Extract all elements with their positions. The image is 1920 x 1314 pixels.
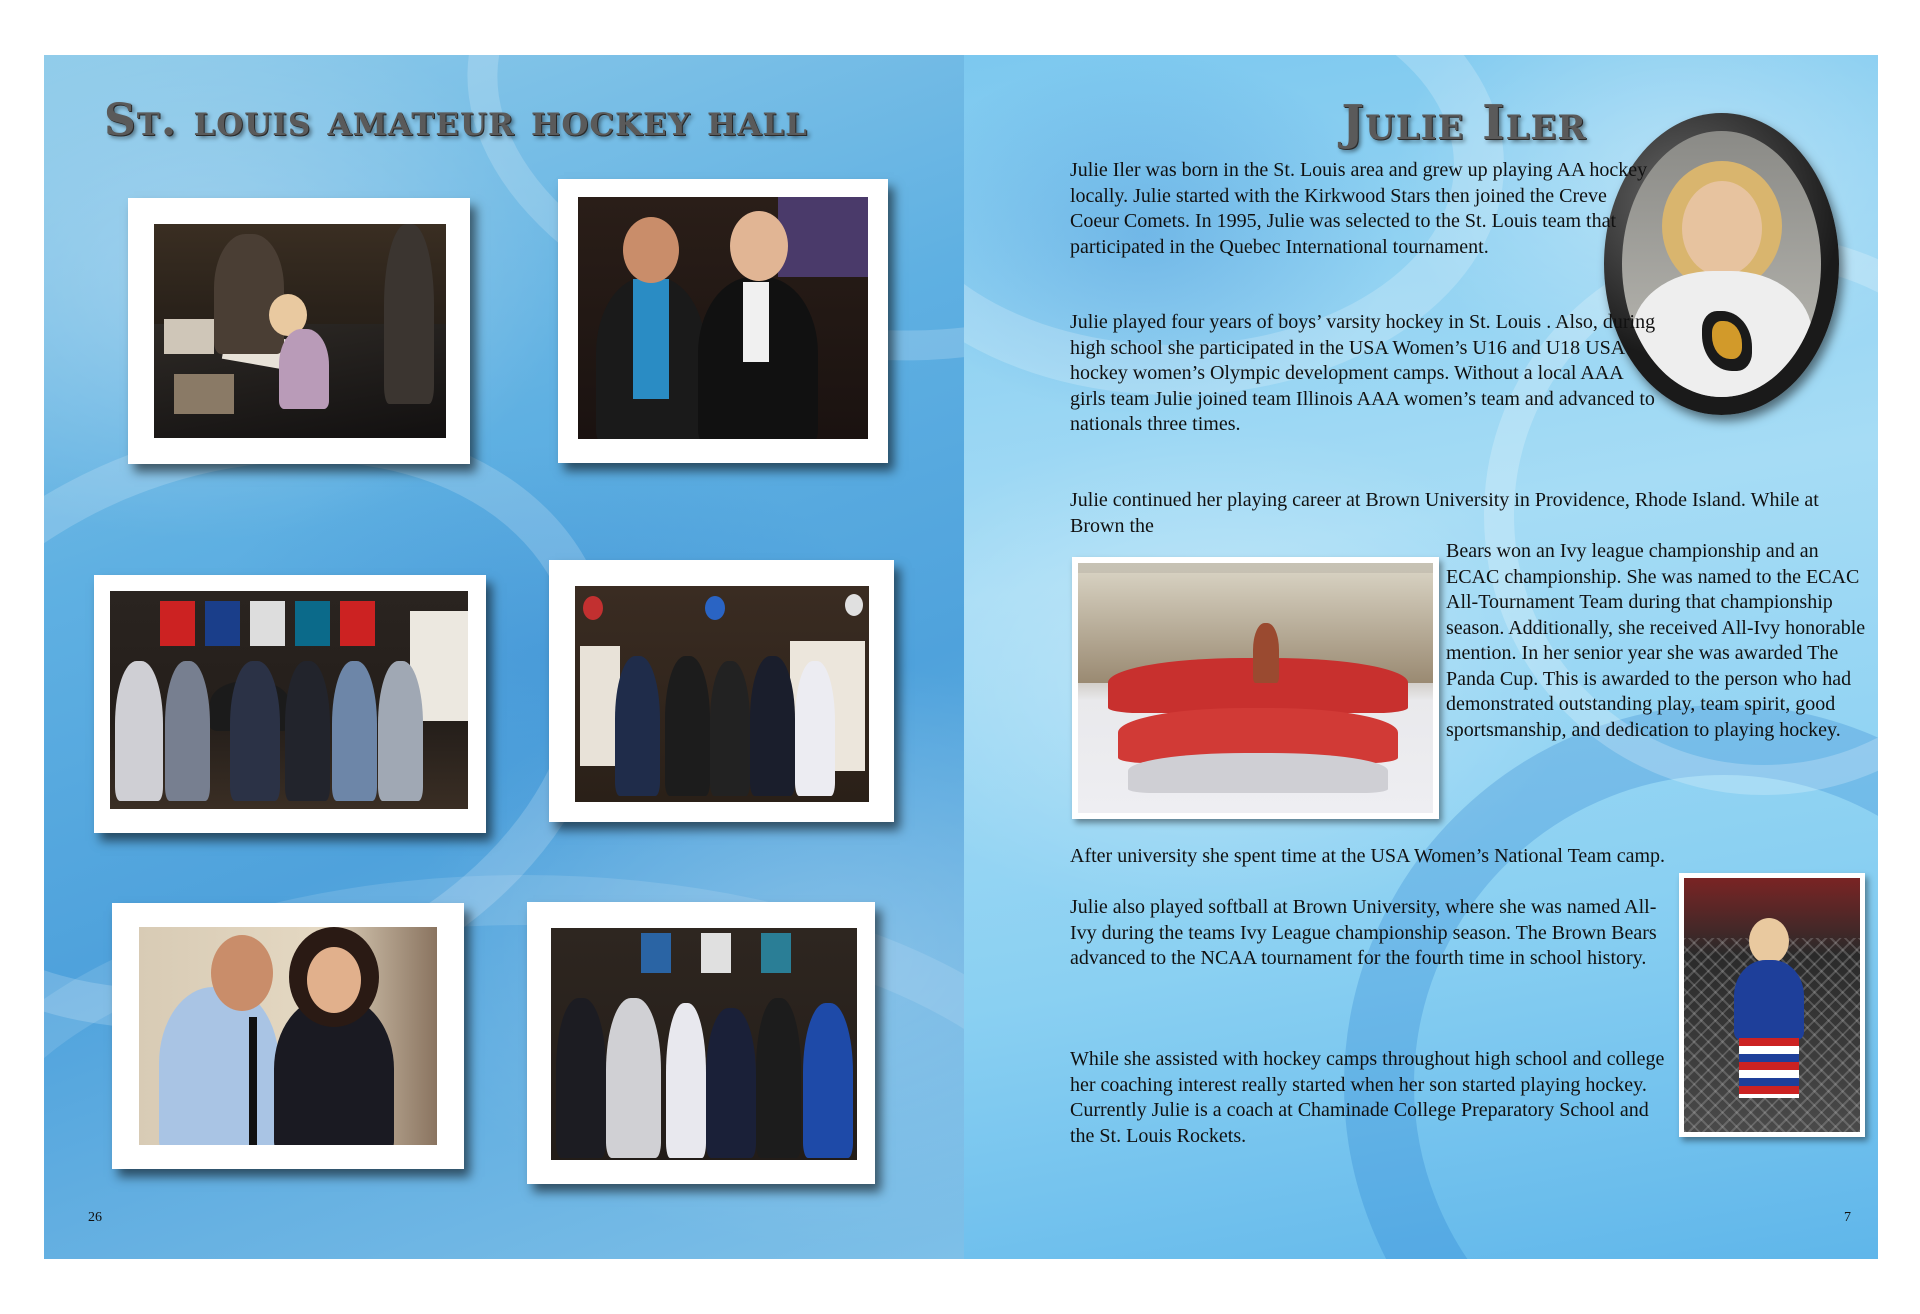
bio-paragraph-1: Julie Iler was born in the St. Louis area and grew up playing AA hockey locally. Julie started with the Kirkwood Stars then joined the Creve Coeur Comets. In 1995, Julie was selected to the St. Louis team that participated in the Quebec International tournament. [1070, 159, 1648, 258]
photo-memorabilia-table [128, 198, 470, 464]
right-page-number: 7 [1844, 1210, 1851, 1225]
photo-group-balloons [549, 560, 894, 822]
yearbook-spread [44, 55, 1878, 1259]
left-page [44, 55, 964, 1259]
right-page [964, 55, 1878, 1259]
bio-paragraph-2: Julie played four years of boys’ varsity hockey in St. Louis . Also, during high school she participated in the USA Women’s U16 and U18 USA hockey women’s Olympic development camps. Without a local AAA girls team Julie joined team Illinois AAA women’s team and advanced to nationals three times. [1070, 311, 1656, 435]
photo-two-men-posing [558, 179, 888, 463]
bio-paragraph-3b: Bears won an Ivy league championship and an ECAC championship. She was named to the ECAC All-Tournament Team during that championship season. Additionally, she received All-Ivy honorable mention. In her senior year she was awarded The Panda Cup. This is awarded to the person who had demonstrated outstanding play, team spirit, good sportsmanship, and dedication to playing hockey. [1446, 540, 1866, 741]
bio-paragraph-4: Julie also played softball at Brown University, where she was named All-Ivy during the teams Ivy League championship season. The Brown Bears advanced to the NCAA tournament for the fourth time in school history. [1070, 896, 1657, 969]
photo-group-jerseys [94, 575, 486, 833]
photo-group-six [527, 902, 875, 1184]
photo-couple [112, 903, 464, 1169]
bio-paragraph-3a: Julie continued her playing career at Brown University in Providence, Rhode Island. While at Brown the [1070, 489, 1819, 537]
bio-paragraph-3c: After university she spent time at the USA Women’s National Team camp. [1070, 845, 1666, 867]
photo-young-player [1679, 873, 1865, 1137]
left-page-number: 26 [88, 1210, 102, 1225]
left-page-title: St. louis amateur hockey hall [104, 95, 808, 146]
bio-paragraph-5: While she assisted with hockey camps throughout high school and college her coaching interest really started when her son started playing hockey. Currently Julie is a coach at Chaminade College Preparatory School and the St. Louis Rockets. [1070, 1048, 1665, 1147]
right-page-title: Julie Iler [1341, 95, 1587, 151]
photo-team-kirkwood [1072, 557, 1439, 819]
